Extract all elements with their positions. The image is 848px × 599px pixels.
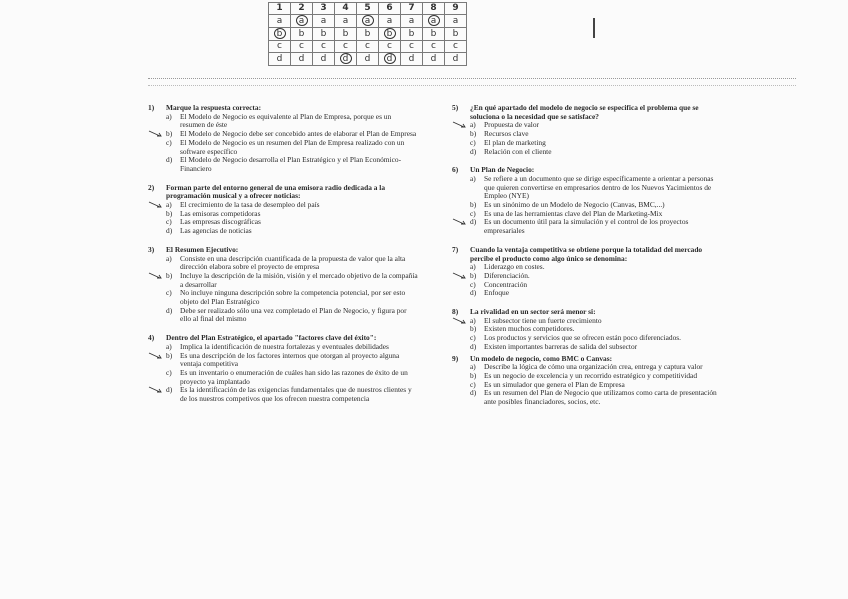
question-number: 3) (148, 244, 155, 254)
option-text: Es una de las herramientas clave del Plan de Marketing-Mix (484, 208, 663, 218)
option-letter: b) (470, 200, 477, 210)
option-letter: d) (166, 155, 173, 165)
table-cell: b (401, 28, 423, 41)
answer-option[interactable] (148, 156, 418, 173)
question-block (452, 246, 722, 298)
question-text: Un modelo de negocio, como BMC o Canvas: (470, 353, 613, 363)
answer-table (268, 2, 467, 66)
circled-answer: a (362, 15, 374, 26)
option-text: Existen muchos competidores. (484, 324, 575, 334)
option-text: Consiste en una descripción cuantificada de la propuesta de valor que la alta dirección elabora sobre el proyecto de empresa (180, 253, 406, 272)
table-cell: b (291, 28, 313, 41)
question-number: 1) (148, 103, 155, 112)
table-row (269, 53, 467, 66)
option-text: Diferenciación. (484, 270, 530, 280)
table-cell: b (357, 28, 379, 41)
question-text: Marque la respuesta correcta: (166, 103, 262, 112)
table-cell (357, 15, 379, 28)
table-header-cell: 9 (445, 3, 467, 15)
option-letter: a) (470, 315, 476, 325)
answer-option[interactable] (148, 289, 418, 306)
left-question-column (148, 104, 418, 414)
option-letter: a) (470, 173, 476, 183)
pen-tick-mark-icon (148, 130, 164, 138)
option-letter: b) (470, 370, 477, 380)
question-block (148, 334, 418, 404)
option-letter: a) (166, 253, 172, 263)
table-cell: c (401, 41, 423, 53)
option-text: Describe la lógica de cómo una organización crea, entrega y captura valor (484, 362, 703, 372)
option-letter: a) (166, 200, 172, 210)
circled-answer: d (384, 53, 396, 64)
question-text: Cuando la ventaja competitiva se obtiene porque la totalidad del mercado percibe el producto como algo único se denomina: (470, 244, 703, 263)
table-cell: c (423, 41, 445, 53)
option-letter: d) (166, 385, 173, 395)
table-cell: c (269, 41, 291, 53)
right-question-column (452, 104, 722, 417)
option-letter: c) (166, 367, 172, 377)
option-text: Implica la identificación de nuestra fortalezas y eventuales debilidades (180, 341, 389, 351)
table-cell (335, 53, 357, 66)
answer-option[interactable] (452, 289, 722, 298)
answer-option[interactable] (148, 113, 418, 130)
option-letter: a) (470, 120, 476, 130)
table-cell (291, 15, 313, 28)
option-text: Debe ser realizado sólo una vez completado el Plan de Negocio, y figura por ello al final del mismo (180, 305, 407, 324)
table-cell: b (423, 28, 445, 41)
table-cell: d (401, 53, 423, 66)
table-cell: d (357, 53, 379, 66)
table-cell: b (335, 28, 357, 41)
option-text: El Modelo de Negocio desarrolla el Plan Estratégico y el Plan Económico-Financiero (180, 155, 402, 173)
question-block (148, 184, 418, 236)
table-cell: d (291, 53, 313, 66)
table-cell: c (313, 41, 335, 53)
table-cell (379, 28, 401, 41)
question-text: El Resumen Ejecutivo: (166, 244, 239, 254)
option-letter: a) (470, 362, 476, 372)
question-block (148, 246, 418, 324)
question-block (452, 308, 722, 352)
option-text: Relación con el cliente (484, 146, 552, 156)
option-text: Las agencias de noticias (180, 226, 252, 236)
table-cell: c (379, 41, 401, 53)
option-text: El subsector tiene un fuerte crecimiento (484, 315, 602, 325)
question-number: 9) (452, 353, 459, 363)
question-number: 4) (148, 333, 155, 343)
option-text: Se refiere a un documento que se dirige específicamente a orientar a personas que quieren convertirse en empresarios dentro de los Nuevos Yacimientos de Empleo (NYE) (484, 173, 714, 201)
option-letter: d) (166, 226, 173, 236)
table-header-cell: 5 (357, 3, 379, 15)
table-header-cell: 6 (379, 3, 401, 15)
option-text: Es un documento útil para la simulación y el control de los proyectos empresariales (484, 217, 689, 236)
circled-answer: b (274, 28, 286, 39)
option-letter: b) (166, 208, 173, 218)
option-text: Incluye la descripción de la misión, visión y el mercado objetivo de la compañía a desarrollar (180, 270, 418, 289)
question-number: 6) (452, 165, 459, 175)
option-letter: a) (166, 341, 172, 351)
option-letter: a) (470, 262, 476, 272)
question-block (452, 166, 722, 236)
table-header-cell: 2 (291, 3, 313, 15)
option-text: Las empresas discográficas (180, 217, 261, 227)
table-cell: c (291, 41, 313, 53)
table-cell: b (445, 28, 467, 41)
dotted-separator (148, 78, 796, 86)
table-cell: c (357, 41, 379, 53)
pen-tick-mark-icon (148, 272, 164, 280)
answer-option[interactable] (452, 343, 722, 352)
option-text: Las emisoras competidoras (180, 208, 261, 218)
pen-tick-mark-icon (452, 121, 468, 129)
option-letter: a) (166, 111, 172, 121)
option-letter: b) (470, 129, 477, 139)
question-text: La rivalidad en un sector será menor si: (470, 307, 596, 317)
table-row (269, 41, 467, 53)
answer-option[interactable] (452, 389, 722, 406)
question-text: Un Plan de Negocio: (470, 165, 535, 175)
table-cell: c (445, 41, 467, 53)
question-text: Dentro del Plan Estratégico, el apartado "factores clave del éxito": (166, 333, 377, 343)
option-letter: d) (166, 305, 173, 315)
table-header-cell: 4 (335, 3, 357, 15)
table-header-cell: 8 (423, 3, 445, 15)
table-row (269, 15, 467, 28)
table-header-cell: 1 (269, 3, 291, 15)
answer-option[interactable] (148, 352, 418, 369)
answer-option[interactable] (148, 139, 418, 156)
option-text: El Modelo de Negocio debe ser concebido antes de elaborar el Plan de Empresa (180, 129, 417, 139)
option-text: Es una descripción de los factores internos que otorgan al proyecto alguna ventaja competitiva (180, 350, 400, 369)
table-header-cell: 7 (401, 3, 423, 15)
option-letter: d) (470, 288, 477, 298)
answer-option[interactable] (148, 227, 418, 236)
pen-tick-mark-icon (148, 201, 164, 209)
answer-option[interactable] (148, 255, 418, 272)
option-text: Es un inventario o enumeración de cuáles han sido las razones de éxito de un proyecto ya implantado (180, 367, 408, 386)
option-text: Es un negocio de excelencia y un recorrido estratégico y competitividad (484, 370, 698, 380)
answer-option[interactable] (452, 175, 722, 201)
circled-answer: a (428, 15, 440, 26)
option-text: El Modelo de Negocio es un resumen del Plan de Empresa realizado con un software específico (180, 137, 405, 156)
option-text: Existen importantes barreras de salida del subsector (484, 341, 638, 351)
table-row (269, 28, 467, 41)
question-number: 2) (148, 182, 155, 192)
table-cell: a (401, 15, 423, 28)
pen-tick-mark-icon (148, 386, 164, 394)
answer-option[interactable] (452, 218, 722, 235)
option-text: Es un simulador que genera el Plan de Empresa (484, 379, 625, 389)
table-cell: a (335, 15, 357, 28)
option-text: Es un sinónimo de un Modelo de Negocio (Canvas, BMC,...) (484, 200, 665, 210)
table-cell: c (335, 41, 357, 53)
option-text: El Modelo de Negocio es equivalente al Plan de Empresa, porque es un resumen de éste (180, 111, 392, 130)
option-text: No incluye ninguna descripción sobre la competencia potencial, por ser esto objeto del Plan Estratégico (180, 288, 406, 307)
circled-answer: b (384, 28, 396, 39)
pen-tick-mark-icon (452, 317, 468, 325)
option-letter: c) (166, 288, 172, 298)
table-cell: a (445, 15, 467, 28)
option-text: Concentración (484, 279, 528, 289)
table-cell: d (269, 53, 291, 66)
question-text: Forman parte del entorno general de una emisora radio dedicada a la programación musical y a ofrecer noticias: (166, 182, 386, 201)
question-text: ¿En qué apartado del modelo de negocio se especifica el problema que se soluciona o la necesidad que se satisface? (470, 103, 699, 121)
option-letter: c) (470, 279, 476, 289)
vertical-mark (593, 18, 595, 38)
option-letter: d) (470, 217, 477, 227)
option-letter: d) (470, 146, 477, 156)
option-letter: b) (470, 324, 477, 334)
question-block (452, 104, 722, 156)
circled-answer: a (296, 15, 308, 26)
option-text: Liderazgo en costes. (484, 262, 545, 272)
question-block (452, 355, 722, 407)
table-cell: d (313, 53, 335, 66)
question-block (148, 104, 418, 174)
option-text: Es un resumen del Plan de Negocio que utilizamos como carta de presentación ante posibles financiadores, socios, etc. (484, 388, 717, 407)
option-letter: b) (470, 270, 477, 280)
option-text: Enfoque (484, 288, 510, 298)
answer-option[interactable] (148, 307, 418, 324)
question-number: 7) (452, 244, 459, 254)
option-text: El plan de marketing (484, 137, 546, 147)
option-text: Recursos clave (484, 129, 529, 139)
option-letter: c) (470, 208, 476, 218)
circled-answer: d (340, 53, 352, 64)
option-letter: c) (470, 379, 476, 389)
table-cell: a (313, 15, 335, 28)
table-cell: a (379, 15, 401, 28)
option-letter: c) (166, 217, 172, 227)
option-text: Los productos y servicios que se ofrecen están poco diferenciados. (484, 333, 682, 343)
table-header-cell: 3 (313, 3, 335, 15)
table-cell: d (445, 53, 467, 66)
option-letter: d) (470, 341, 477, 351)
option-letter: c) (166, 137, 172, 147)
answer-option[interactable] (148, 386, 418, 403)
option-letter: d) (470, 388, 477, 398)
option-letter: b) (166, 350, 173, 360)
answer-option[interactable] (148, 369, 418, 386)
option-text: Es la identificación de las exigencias fundamentales que de nuestros clientes y de los nuestros competivos que los ofrecen nuestra competencia (180, 385, 412, 404)
table-cell: a (269, 15, 291, 28)
pen-tick-mark-icon (148, 352, 164, 360)
answer-option[interactable] (452, 148, 722, 157)
table-cell: d (423, 53, 445, 66)
answer-option[interactable] (148, 272, 418, 289)
option-text: Propuesta de valor (484, 120, 540, 130)
pen-tick-mark-icon (452, 218, 468, 226)
pen-tick-mark-icon (452, 272, 468, 280)
table-cell (379, 53, 401, 66)
table-cell (269, 28, 291, 41)
table-cell: b (313, 28, 335, 41)
question-number: 8) (452, 307, 459, 317)
option-letter: b) (166, 129, 173, 139)
option-letter: b) (166, 270, 173, 280)
option-text: El crecimiento de la tasa de desempleo del país (180, 200, 320, 210)
option-letter: c) (470, 137, 476, 147)
option-letter: c) (470, 333, 476, 343)
table-cell (423, 15, 445, 28)
question-number: 5) (452, 103, 459, 112)
